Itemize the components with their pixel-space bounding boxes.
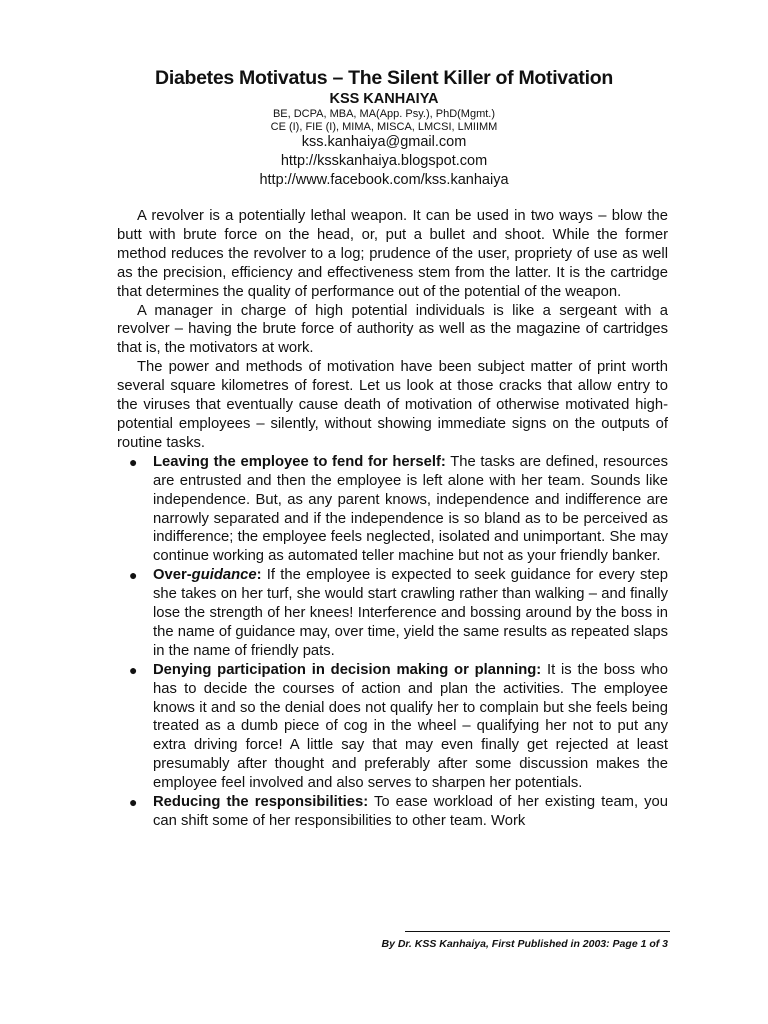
author-facebook-url: http://www.facebook.com/kss.kanhaiya xyxy=(259,172,509,188)
document-title: Diabetes Motivatus – The Silent Killer of Motivation xyxy=(155,67,613,89)
body-paragraph: A manager in charge of high potential individuals is like a sergeant with a revolver – having the brute force of authority as well as the magazine of cartridges that is, the motivators at work. xyxy=(117,302,668,357)
bullet-term-colon: : xyxy=(256,567,262,584)
bullet-item xyxy=(117,661,668,793)
bullet-text: It is the boss who has to decide the courses of action and plan the activities. The employee knows it and so the denial does not qualify her to complain but she feels being treated as a dumb piece of cog in the wheel – qualifying her not to put any extra driving force! A little say that may even finally get rejected at least presumably after thought and preferably after some discussion makes the employee feel involved and also serves to sharpen her potentials. xyxy=(153,661,668,792)
author-email: kss.kanhaiya@gmail.com xyxy=(301,134,467,150)
bullet-term: Denying participation in decision making or planning: xyxy=(153,661,542,678)
bullet-dot-icon: ● xyxy=(129,567,138,584)
bullet-term-prefix: Over- xyxy=(153,567,192,584)
bullet-term xyxy=(153,567,262,583)
bullet-item xyxy=(117,566,668,661)
bullet-item xyxy=(117,793,668,831)
author-blog-url: http://ksskanhaiya.blogspot.com xyxy=(280,153,488,169)
author-name: KSS KANHAIYA xyxy=(329,91,439,107)
author-qualifications-1: BE, DCPA, MBA, MA(App. Psy.), PhD(Mgmt.) xyxy=(272,108,496,120)
body-paragraph: The power and methods of motivation have been subject matter of print worth several square kilometres of forest. Let us look at those cracks that allow entry to the viruses that eventually cause death of motivation of otherwise motivated high-potential employees – silently, without showing immediate signs on the outputs of routine tasks. xyxy=(117,359,668,451)
bullet-text: The tasks are defined, resources are entrusted and then the employee is left alone with her team. Sounds like independence. But, as any parent knows, independence and indifference are narrowly separated and if the independence is so bland as to be perceived as indifference; the employee feels neglected, isolated and unimportant. She may continue working as automated teller machine but not as your friendly banker. xyxy=(153,453,668,565)
author-qualifications-2: CE (I), FIE (I), MIMA, MISCA, LMCSI, LMIIMM xyxy=(270,120,498,133)
bullet-term: Leaving the employee to fend for herself: xyxy=(153,453,446,470)
bullet-dot-icon: ● xyxy=(129,661,138,678)
document-body xyxy=(117,207,668,831)
bullet-term: Reducing the responsibilities: xyxy=(153,794,369,811)
bullet-text: To ease workload of her existing team, you can shift some of her responsibilities to other team. Work xyxy=(153,794,669,829)
bullet-dot-icon: ● xyxy=(129,453,138,470)
body-paragraph: A revolver is a potentially lethal weapon. It can be used in two ways – blow the butt with brute force on the head, or, put a bullet and shoot. While the former method reduces the revolver to a log; prudence of the user, propriety of use as well as the precision, efficiency and effectiveness stem from the latter. It is the cartridge that determines the quality of performance out of the potential of the weapon. xyxy=(117,208,668,300)
bullet-term-italic: guidance xyxy=(191,567,257,584)
footer-divider xyxy=(405,931,670,932)
page-footer: By Dr. KSS Kanhaiya, First Published in 2003: Page 1 of 3 xyxy=(381,938,668,950)
bullet-dot-icon: ● xyxy=(129,794,138,811)
bullet-item xyxy=(117,453,668,566)
bullet-list xyxy=(117,453,668,831)
bullet-text: If the employee is expected to seek guidance for every step she takes on her turf, she would start crawling rather than walking – and finally lose the strength of her knees! Interference and bossing around by the boss in the name of guidance may, over time, yield the same results as repeated slaps in the name of friendly pats. xyxy=(153,567,668,659)
document-header xyxy=(0,66,768,190)
